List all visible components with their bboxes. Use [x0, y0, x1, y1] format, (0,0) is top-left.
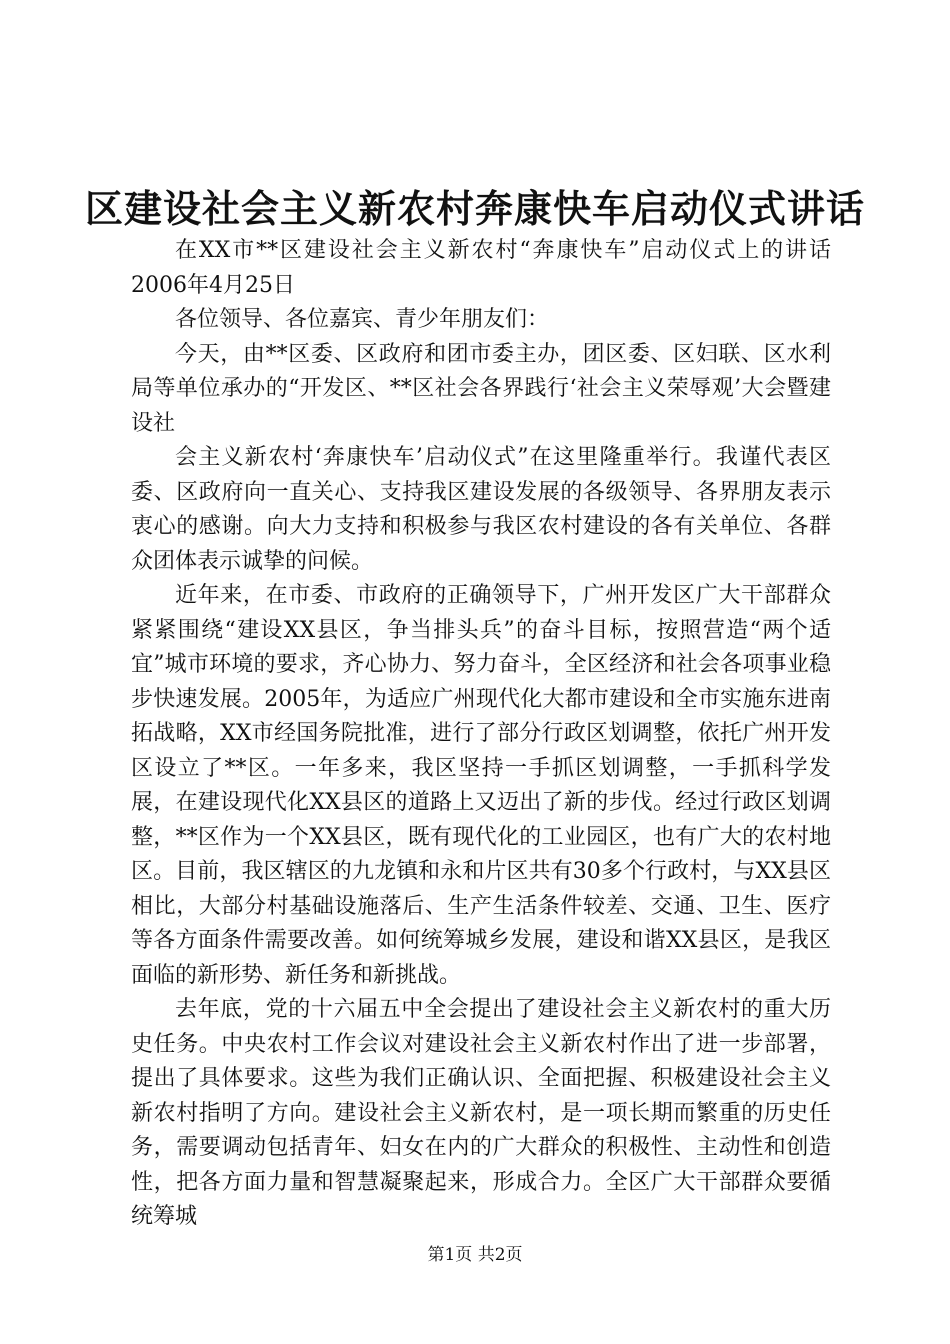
document-body — [131, 234, 831, 1235]
paragraph-thanks: 会主义新农村‘奔康快车’启动仪式”在这里隆重举行。我谨代表区委、区政府向一直关心、支持我区建设发展的各级领导、各界朋友表示衷心的感谢。向大力支持和积极参与我区农村建设的各有关单位、各群众团体表示诚挚的问候。 — [131, 445, 831, 574]
paragraph-new-countryside: 去年底，党的十六届五中全会提出了建设社会主义新农村的重大历史任务。中央农村工作会议对建设社会主义新农村作出了进一步部署，提出了具体要求。这些为我们正确认识、全面把握、积极建设社会主义新农村指明了方向。建设社会主义新农村，是一项长期而繁重的历史任务，需要调动包括青年、妇女在内的广大群众的积极性、主动性和创造性，把各方面力量和智慧凝聚起来，形成合力。全区广大干部群众要循统筹城 — [131, 997, 831, 1229]
paragraph-opening: 今天，由**区委、区政府和团市委主办，团区委、区妇联、区水利局等单位承办的“开发区、**区社会各界践行‘社会主义荣辱观’大会暨建设社 — [131, 341, 831, 436]
paragraph-development: 近年来，在市委、市政府的正确领导下，广州开发区广大干部群众紧紧围绕“建设XX县区，争当排头兵”的奋斗目标，按照营造“两个适宜”城市环境的要求，齐心协力、努力奋斗，全区经济和社会各项事业稳步快速发展。2005年，为适应广州现代化大都市建设和全市实施东进南拓战略，XX市经国务院批准，进行了部分行政区划调整，依托广州开发区设立了**区。一年多来，我区坚持一手抓区划调整，一手抓科学发展，在建设现代化XX县区的道路上又迈出了新的步伐。经过行政区划调整，**区作为一个XX县区，既有现代化的工业园区，也有广大的农村地区。目前，我区辖区的九龙镇和永和片区共有30多个行政村，与XX县区相比，大部分村基础设施落后、生产生活条件较差、交通、卫生、医疗等各方面条件需要改善。如何统筹城乡发展，建设和谐XX县区，是我区面临的新形势、新任务和新挑战。 — [131, 583, 831, 988]
paragraph-salutation: 各位领导、各位嘉宾、青少年朋友们： — [175, 307, 550, 332]
paragraph-heading-line: 在XX市**区建设社会主义新农村“奔康快车”启动仪式上的讲话2006年4月25日 — [131, 238, 831, 298]
document-title: 区建设社会主义新农村奔康快车启动仪式讲话 — [84, 186, 865, 231]
page-number: 第1页 共2页 — [427, 1245, 523, 1265]
